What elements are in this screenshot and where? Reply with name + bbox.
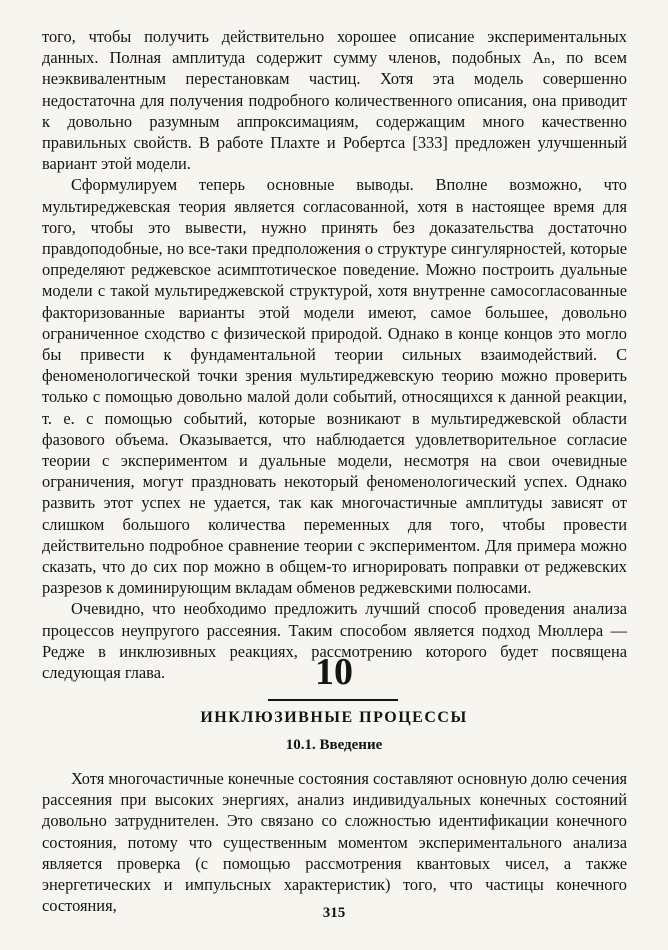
paragraph-continuation: того, чтобы получить действительно хорошее описание экспериментальных данных. Полная амплитуда содержит сумму членов, подобных Aₙ, по всем неэквивалентным перестановкам частиц. Хотя эта модель совершенно недостаточна для получения подробного количественного описания, она приводит к довольно разумным аппроксимациям, содержащим много качественно правильных свойств. В работе Плахте и Робертса [333] предложен улучшенный вариант этой модели. (42, 27, 627, 174)
section-heading: 10.1. Введение (285, 737, 383, 753)
chapter-number: 10 (315, 651, 353, 693)
paragraph-transition: Очевидно, что необходимо предложить лучший способ проведения анализа процессов неупругого рассеяния. Таким способом является подход Мюллера — Редже в инклюзивных реакциях, рассмотрению которого будет посвящена следующая глава. (42, 599, 627, 683)
chapter-title: ИНКЛЮЗИВНЫЕ ПРОЦЕССЫ (200, 709, 468, 726)
top-text-block (42, 26, 627, 683)
paragraph-introduction: Хотя многочастичные конечные состояния составляют основную долю сечения рассеяния при высоких энергиях, анализ индивидуальных конечных состояний довольно затруднителен. Это связано со сложностью идентификации конечного состояния, потому что существенным моментом экспериментального анализа является проверка (с помощью рассмотрения квантовых чисел, а также энергетических и импульсных характеристик) того, что частицы конечного состояния, (42, 769, 627, 916)
page-number: 315 (322, 905, 346, 921)
bottom-text-block (42, 768, 627, 916)
paragraph-conclusions: Сформулируем теперь основные выводы. Вполне возможно, что мультиреджевская теория является согласованной, хотя в настоящее время для того, чтобы это вывести, нужно принять без доказательства достаточно правдоподобные, но все-таки предположения о структуре сингулярностей, которые определяют реджевское асимптотическое поведение. Можно построить дуальные модели с такой мультиреджевской структурой, хотя внутренне самосогласованные факторизованные варианты этой модели имеют, самое большее, довольно ограниченное сходство с физической природой. Однако в конце концов это могло бы привести к фундаментальной теории сильных взаимодействий. С феноменологической точки зрения мультиреджевскую теорию можно проверить только с помощью довольно малой доли событий, относящихся к данной реакции, т. е. с помощью событий, которые возникают в мультиреджевской области фазового объема. Оказывается, что наблюдается удовлетворительное согласие теории с экспериментом и дуальные модели, несмотря на свои очевидные ограничения, могут праздновать некоторый феноменологический успех. Однако развить этот успех не удается, так как многочастичные амплитуды зависят от слишком большого количества переменных для того, чтобы провести действительно подробное сравнение теории с экспериментом. Для примера можно сказать, что до сих пор можно в общем-то игнорировать поправки от реджевских разрезов к доминирующим вкладам обменов реджевскими полюсами. (42, 175, 627, 598)
chapter-divider (268, 699, 398, 701)
